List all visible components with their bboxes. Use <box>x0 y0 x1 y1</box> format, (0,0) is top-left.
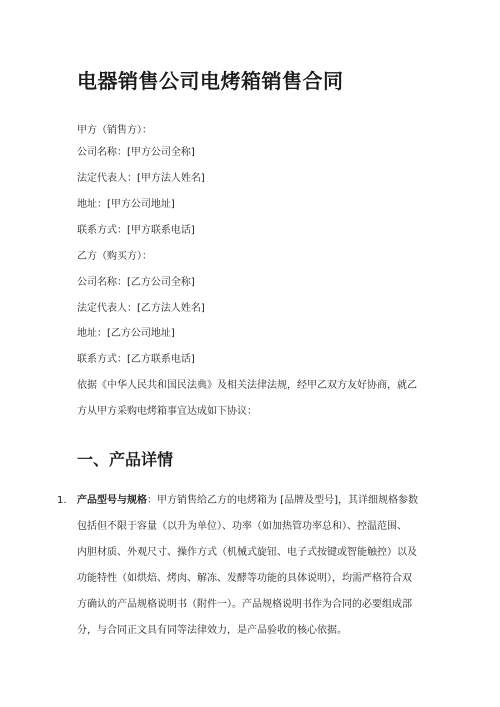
list-item-number: 1. <box>57 495 67 506</box>
party-a-representative: 法定代表人：[甲方法人姓名] <box>77 173 205 184</box>
party-b-heading: 乙方（购买方）： <box>77 251 152 262</box>
party-b-contact: 联系方式：[乙方联系电话] <box>77 354 195 365</box>
party-a-heading: 甲方（销售方）： <box>77 125 152 136</box>
list-item-text: ：甲方销售给乙方的电烤箱为 [品牌及型号]，其详细规格参数 <box>147 495 418 506</box>
section-heading: 一、产品详情 <box>77 450 174 469</box>
list-item-line: 方确认的产品规格说明书（附件一）。产品规格说明书作为合同的必要组成部 <box>77 599 412 610</box>
preamble-line: 依据《中华人民共和国民法典》及相关法律法规，经甲乙双方友好协商，就乙 <box>77 380 417 391</box>
document-title: 电器销售公司电烤箱销售合同 <box>77 69 344 93</box>
list-item-label: 产品型号与规格 <box>77 495 147 506</box>
list-item-first-line <box>77 494 418 508</box>
party-a-address: 地址：[甲方公司地址] <box>77 199 175 210</box>
party-a-contact: 联系方式：[甲方联系电话] <box>77 225 195 236</box>
list-item-line: 包括但不限于容量（以升为单位）、功率（如加热管功率总和）、控温范围、 <box>77 521 407 532</box>
list-item-line: 内胆材质、外观尺寸、操作方式（机械式旋钮、电子式按键或智能触控）以及 <box>77 547 417 558</box>
party-a-company: 公司名称：[甲方公司全称] <box>77 147 195 158</box>
list-item-line: 分，与合同正文具有同等法律效力，是产品验收的核心依据。 <box>77 625 347 636</box>
list-item-line: 功能特性（如烘焙、烤肉、解冻、发酵等功能的具体说明），均需严格符合双 <box>77 573 412 584</box>
party-b-address: 地址：[乙方公司地址] <box>77 328 175 339</box>
party-b-company: 公司名称：[乙方公司全称] <box>77 277 195 288</box>
preamble-line: 方从甲方采购电烤箱事宜达成如下协议： <box>77 406 257 417</box>
party-b-representative: 法定代表人：[乙方法人姓名] <box>77 303 205 314</box>
